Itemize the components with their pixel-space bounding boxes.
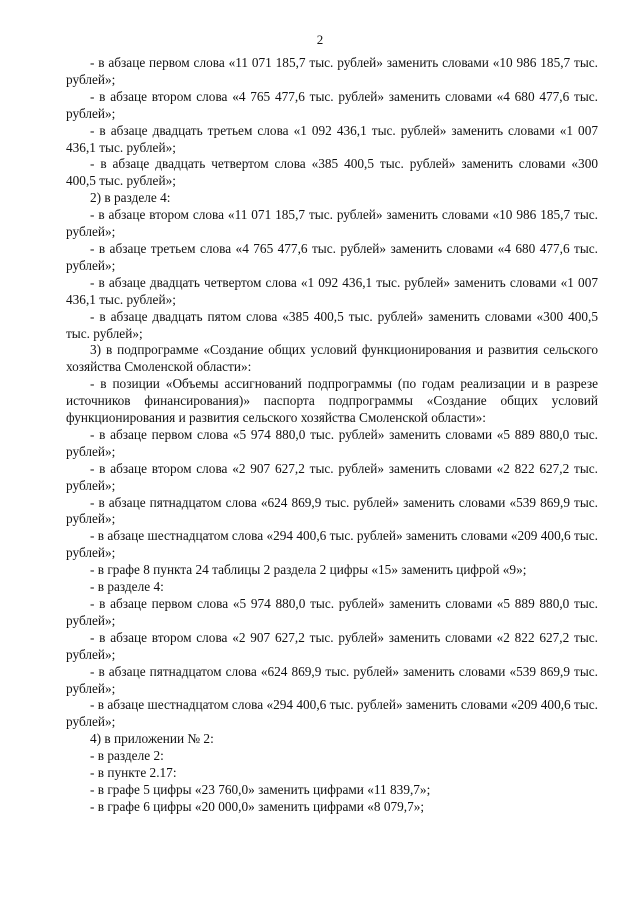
paragraph: - в абзаце втором слова «2 907 627,2 тыс. рублей» заменить словами «2 822 627,2 тыс. рублей»; [66,629,598,662]
paragraph: - в абзаце двадцать четвертом слова «1 092 436,1 тыс. рублей» заменить словами «1 007 436,1 тыс. рублей»; [66,274,598,307]
paragraph: - в абзаце двадцать пятом слова «385 400,5 тыс. рублей» заменить словами «300 400,5 тыс. рублей»; [66,308,598,341]
paragraph: - в абзаце первом слова «5 974 880,0 тыс. рублей» заменить словами «5 889 880,0 тыс. рублей»; [66,426,598,459]
paragraph: - в позиции «Объемы ассигнований подпрограммы (по годам реализации и в разрезе источников финансирования)» паспорта подпрограммы «Создание общих условий функционирования и развития сельского хозяйства Смоленской области»: [66,376,598,426]
paragraph: - в абзаце первом слова «11 071 185,7 тыс. рублей» заменить словами «10 986 185,7 тыс. рублей»; [66,55,598,87]
paragraph: - в абзаце втором слова «2 907 627,2 тыс. рублей» заменить словами «2 822 627,2 тыс. рублей»; [66,460,598,493]
paragraph: - в пункте 2.17: [90,765,177,781]
paragraph: - в абзаце втором слова «4 765 477,6 тыс. рублей» заменить словами «4 680 477,6 тыс. рублей»; [66,88,598,121]
paragraph: - в абзаце шестнадцатом слова «294 400,6 тыс. рублей» заменить словами «209 400,6 тыс. рублей»; [66,528,598,561]
paragraph: 4) в приложении № 2: [90,731,214,747]
paragraph: - в абзаце шестнадцатом слова «294 400,6 тыс. рублей» заменить словами «209 400,6 тыс. рублей»; [66,697,598,730]
paragraph: - в графе 5 цифры «23 760,0» заменить цифрами «11 839,7»; [90,781,431,797]
paragraph: - в абзаце первом слова «5 974 880,0 тыс. рублей» заменить словами «5 889 880,0 тыс. рублей»; [66,596,598,628]
document-body [66,55,598,816]
paragraph: 3) в подпрограмме «Создание общих условий функционирования и развития сельского хозяйства Смоленской области»: [66,342,598,375]
paragraph: - в абзаце третьем слова «4 765 477,6 тыс. рублей» заменить словами «4 680 477,6 тыс. рублей»; [66,240,598,273]
paragraph: - в абзаце пятнадцатом слова «624 869,9 тыс. рублей» заменить словами «539 869,9 тыс. рублей»; [66,663,598,696]
paragraph: - в разделе 4: [90,579,164,595]
paragraph: - в абзаце двадцать четвертом слова «385 400,5 тыс. рублей» заменить словами «300 400,5 тыс. рублей»; [66,156,598,189]
paragraph: - в разделе 2: [90,748,164,764]
paragraph: - в абзаце двадцать третьем слова «1 092 436,1 тыс. рублей» заменить словами «1 007 436,1 тыс. рублей»; [66,122,598,155]
paragraph: - в графе 8 пункта 24 таблицы 2 раздела 2 цифры «15» заменить цифрой «9»; [90,562,527,578]
paragraph: - в абзаце пятнадцатом слова «624 869,9 тыс. рублей» заменить словами «539 869,9 тыс. рублей»; [66,494,598,527]
page-number: 2 [316,32,324,47]
paragraph: 2) в разделе 4: [90,190,171,206]
paragraph: - в графе 6 цифры «20 000,0» заменить цифрами «8 079,7»; [90,798,425,814]
paragraph: - в абзаце втором слова «11 071 185,7 тыс. рублей» заменить словами «10 986 185,7 тыс. рублей»; [66,207,598,240]
